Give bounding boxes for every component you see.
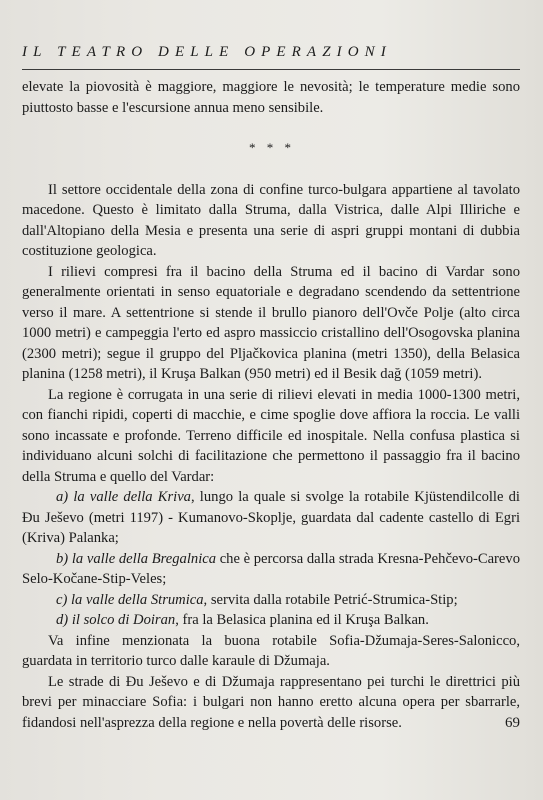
page-number: 69 bbox=[505, 715, 520, 731]
list-text: che è percorsa dalla strada Kresna-Pehčevo-Carevo Selo-Kočane-Stip-Veles; bbox=[22, 550, 520, 587]
list-label: la valle della Kriva bbox=[73, 489, 191, 505]
paragraph-continuation: elevate la piovosità è maggiore, maggiore le nevosità; le temperature medie sono piuttosto basse e l'escursione annua meno sensibile. bbox=[22, 79, 520, 116]
list-item-c bbox=[22, 590, 520, 611]
running-head: IL TEATRO DELLE OPERAZIONI bbox=[22, 44, 392, 60]
list-label: la valle della Strumica bbox=[71, 591, 204, 608]
header-rule bbox=[22, 69, 520, 70]
list-item-b bbox=[22, 549, 520, 590]
list-marker: c) bbox=[56, 591, 68, 608]
list-item-a bbox=[22, 487, 520, 549]
section-separator: * * * bbox=[249, 140, 295, 155]
list-marker: d) bbox=[56, 612, 69, 628]
list-marker: b) bbox=[56, 550, 69, 567]
list-marker: a) bbox=[56, 489, 69, 505]
paragraph-western-sector: Il settore occidentale della zona di confine turco-bulgara appartiene al tavolato macedone. Questo è limitato dalla Struma, dalla Vistrica, dalle Alpi Illiriche e dall'Altopiano della Mesia e presenta una serie di aspri gruppi montani di dubbia costituzione geologica. bbox=[22, 181, 520, 259]
paragraph-strategy: Le strade di Đu Ješevo e di Džumaja rappresentano pei turchi le direttrici più brevi per minacciare Sofia: i bulgari non hanno eretto alcuna opera per sbarrarle, fidandosi nell'asprezza della regione e nella povertà delle risorse. bbox=[22, 673, 520, 731]
paragraph-reliefs: I rilievi compresi fra il bacino della Struma ed il bacino di Vardar sono generalmente orientati in senso equatoriale e degradano scendendo da settentrione verso il mare. A settentrione si stende il brullo pianoro dell'Ovče Polje (alto circa 1000 metri) e campeggia l'erto ed aspro massiccio cristallino dell'Osogovska planina (2300 metri); segue il gruppo del Pljačkovica planina (metri 1350), della Belasica planina (1258 metri), il Kruşa Balkan (950 metri) ed il Besik dağ (1059 metri). bbox=[22, 263, 520, 382]
list-item-d bbox=[22, 610, 520, 631]
list-text: , fra la Belasica planina ed il Kruşa Balkan. bbox=[175, 612, 429, 628]
body-text bbox=[22, 77, 520, 733]
paragraph-road: Va infine menzionata la buona rotabile Sofia-Džumaja-Seres-Salonicco, guardata in territorio turco dalle karaule di Džumaja. bbox=[22, 632, 520, 669]
paragraph-region: La regione è corrugata in una serie di rilievi elevati in media 1000-1300 metri, con fianchi ripidi, coperti di macchie, e cime spoglie dove affiora la roccia. Le valli sono incassate e profonde. Terreno difficile ed inospitale. Nella confusa plastica si individuano alcuni solchi di facilitazione che permettono il passaggio fra il bacino della Struma e quello del Vardar: bbox=[22, 386, 520, 485]
list-label: la valle della Bregalnica bbox=[71, 550, 217, 567]
list-text: , lungo la quale si svolge la rotabile Kjüstendilcolle di Đu Ješevo (metri 1197) - Kumanovo-Skoplje, guardata dal cadente castello di Egri (Kriva) Palanka; bbox=[22, 489, 520, 546]
list-text: , servita dalla rotabile Petrić-Strumica-Stip; bbox=[203, 591, 458, 608]
list-label: il solco di Doiran bbox=[71, 612, 176, 628]
